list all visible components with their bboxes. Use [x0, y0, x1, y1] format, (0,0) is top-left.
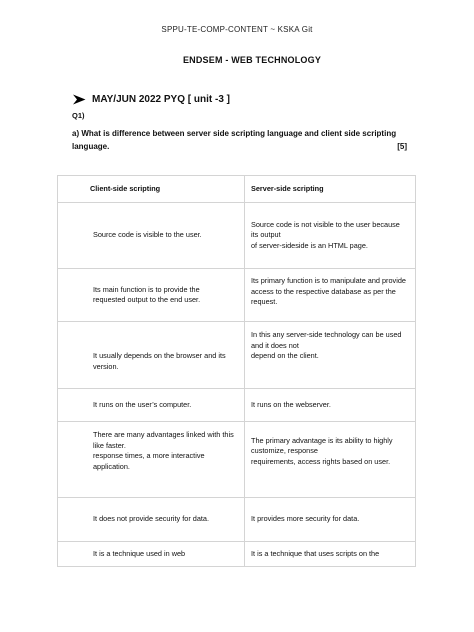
server-cell: It provides more security for data.: [245, 498, 416, 542]
comparison-table: [57, 175, 416, 567]
server-cell: In this any server-side technology can be used and it does not depend on the client.: [245, 322, 416, 389]
question-marks: [5]: [397, 142, 407, 151]
client-cell: It runs on the user’s computer.: [58, 389, 245, 422]
question-text: [72, 127, 407, 153]
client-cell: Source code is visible to the user.: [58, 203, 245, 269]
server-cell: It is a technique that uses scripts on the: [245, 542, 416, 567]
section-heading-text: MAY/JUN 2022 PYQ [ unit -3 ]: [92, 94, 230, 105]
client-cell: It usually depends on the browser and its version.: [58, 322, 245, 389]
server-cell: It runs on the webserver.: [245, 389, 416, 422]
server-cell: The primary advantage is its ability to highly customize, response requirements, access rights based on user.: [245, 422, 416, 498]
arrow-bullet-icon: [72, 94, 86, 105]
header-server-side: Server-side scripting: [245, 176, 416, 203]
client-cell: Its main function is to provide the requested output to the end user.: [58, 269, 245, 322]
table-row: [58, 498, 416, 542]
table-row: [58, 389, 416, 422]
section-heading: [72, 94, 230, 105]
table-header-row: [58, 176, 416, 203]
client-cell: There are many advantages linked with this like faster. response times, a more interactive application.: [58, 422, 245, 498]
question-number: Q1): [72, 111, 85, 120]
question-body: a) What is difference between server side scripting language and client side scripting language.: [72, 129, 397, 151]
table-row: [58, 542, 416, 567]
table-row: [58, 269, 416, 322]
table-row: [58, 322, 416, 389]
client-cell: It is a technique used in web: [58, 542, 245, 567]
table-row: [58, 422, 416, 498]
server-cell: Source code is not visible to the user because its output of server-sideside is an HTML page.: [245, 203, 416, 269]
header-client-side: Client-side scripting: [58, 176, 245, 203]
document-title: ENDSEM - WEB TECHNOLOGY: [182, 55, 322, 65]
client-cell: It does not provide security for data.: [58, 498, 245, 542]
page-header: SPPU-TE-COMP-CONTENT ~ KSKA Git: [161, 25, 313, 34]
server-cell: Its primary function is to manipulate and provide access to the respective database as per the request.: [245, 269, 416, 322]
table-row: [58, 203, 416, 269]
